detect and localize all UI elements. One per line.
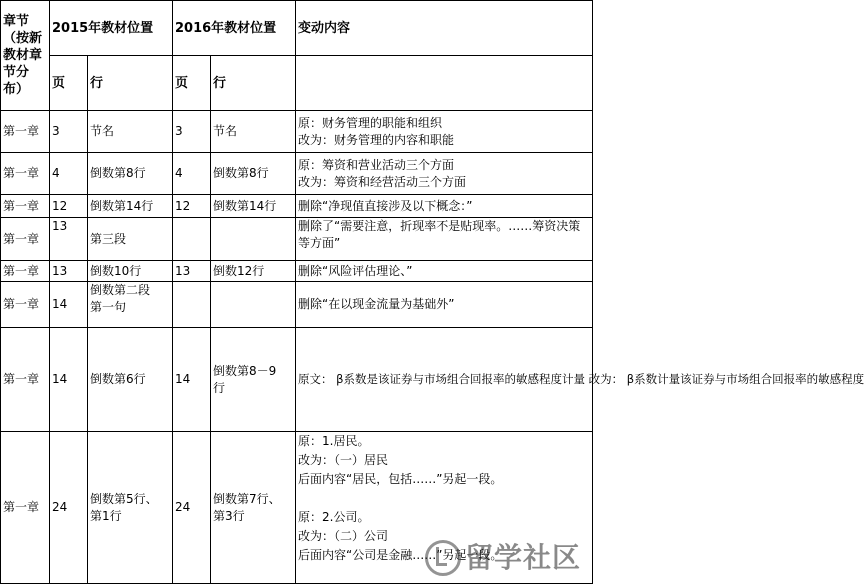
cell-2016-row (211, 282, 296, 328)
cell-2016-page (173, 218, 211, 261)
cell-change: 原：1.居民。 改为：（一）居民 后面内容“居民，包括……”另起一段。 原：2.公司。 改为：（二）公司 后面内容“公司是金融……”另起一段。 (296, 432, 593, 584)
cell-chapter: 第一章 (1, 111, 50, 153)
subheader-2015-row: 行 (88, 56, 173, 111)
table-row (1, 432, 593, 584)
cell-2016-row: 倒数第8－9 行 (211, 328, 296, 432)
cell-2015-page: 24 (50, 432, 88, 584)
table-row (1, 261, 593, 282)
cell-2016-page: 14 (173, 328, 211, 432)
cell-2015-page: 4 (50, 153, 88, 195)
cell-2015-page: 3 (50, 111, 88, 153)
cell-2016-page: 13 (173, 261, 211, 282)
subheader-2016-page: 页 (173, 56, 211, 111)
cell-chapter: 第一章 (1, 328, 50, 432)
cell-2015-page: 13 (50, 261, 88, 282)
cell-2016-row (211, 218, 296, 261)
cell-chapter: 第一章 (1, 261, 50, 282)
cell-change: 原：筹资和营业活动三个方面 改为：筹资和经营活动三个方面 (296, 153, 593, 195)
cell-2015-row: 倒数第8行 (88, 153, 173, 195)
cell-2015-row: 第三段 (88, 218, 173, 261)
header-row (1, 1, 593, 56)
watermark-text: 留学社区 (465, 541, 582, 574)
cell-change: 删除“净现值直接涉及以下概念：” (296, 195, 593, 218)
cell-2015-row: 倒数第5行、 第1行 (88, 432, 173, 584)
cell-change: 删除了“需要注意，折现率不是贴现率。……筹资决策等方面” (296, 218, 593, 261)
subheader-2015-page: 页 (50, 56, 88, 111)
cell-2015-row: 倒数第6行 (88, 328, 173, 432)
cell-change: 删除“在以现金流量为基础外” (296, 282, 593, 328)
cell-chapter: 第一章 (1, 218, 50, 261)
cell-change: 原文： β系数是该证券与市场组合回报率的敏感程度计量 改为： β系数计量该证券与市场组合回报率的敏感程度 (296, 328, 593, 432)
cell-2015-row: 倒数第二段 第一句 (88, 282, 173, 328)
cell-2015-page: 14 (50, 328, 88, 432)
table-row (1, 111, 593, 153)
subheader-row (1, 56, 593, 111)
subheader-change-empty (296, 56, 593, 111)
cell-2016-row: 倒数第8行 (211, 153, 296, 195)
table-row (1, 153, 593, 195)
header-2016-position: 2016年教材位置 (173, 1, 296, 56)
subheader-2016-row: 行 (211, 56, 296, 111)
cell-2015-page: 14 (50, 282, 88, 328)
cell-2016-row: 倒数第14行 (211, 195, 296, 218)
cell-2016-row: 倒数12行 (211, 261, 296, 282)
header-change-content: 变动内容 (296, 1, 593, 56)
cell-chapter: 第一章 (1, 282, 50, 328)
cell-chapter: 第一章 (1, 195, 50, 218)
cell-2015-row: 节名 (88, 111, 173, 153)
cell-change: 删除“风险评估理论、” (296, 261, 593, 282)
header-chapter: 章节 （按新 教材章 节分 布） (1, 1, 50, 111)
cell-2015-row: 倒数10行 (88, 261, 173, 282)
cell-change: 原：财务管理的职能和组织 改为：财务管理的内容和职能 (296, 111, 593, 153)
cell-2015-page: 13 (50, 218, 88, 261)
cell-2016-page: 4 (173, 153, 211, 195)
table-row (1, 328, 593, 432)
cell-2016-page: 24 (173, 432, 211, 584)
cell-2015-page: 12 (50, 195, 88, 218)
table-row (1, 195, 593, 218)
cell-chapter: 第一章 (1, 153, 50, 195)
table-row (1, 218, 593, 261)
cell-2016-row: 倒数第7行、 第3行 (211, 432, 296, 584)
cell-2016-page: 12 (173, 195, 211, 218)
cell-2016-page (173, 282, 211, 328)
header-2015-position: 2015年教材位置 (50, 1, 173, 56)
cell-2015-row: 倒数第14行 (88, 195, 173, 218)
table-row (1, 282, 593, 328)
cell-chapter: 第一章 (1, 432, 50, 584)
cell-2016-row: 节名 (211, 111, 296, 153)
cell-2016-page: 3 (173, 111, 211, 153)
